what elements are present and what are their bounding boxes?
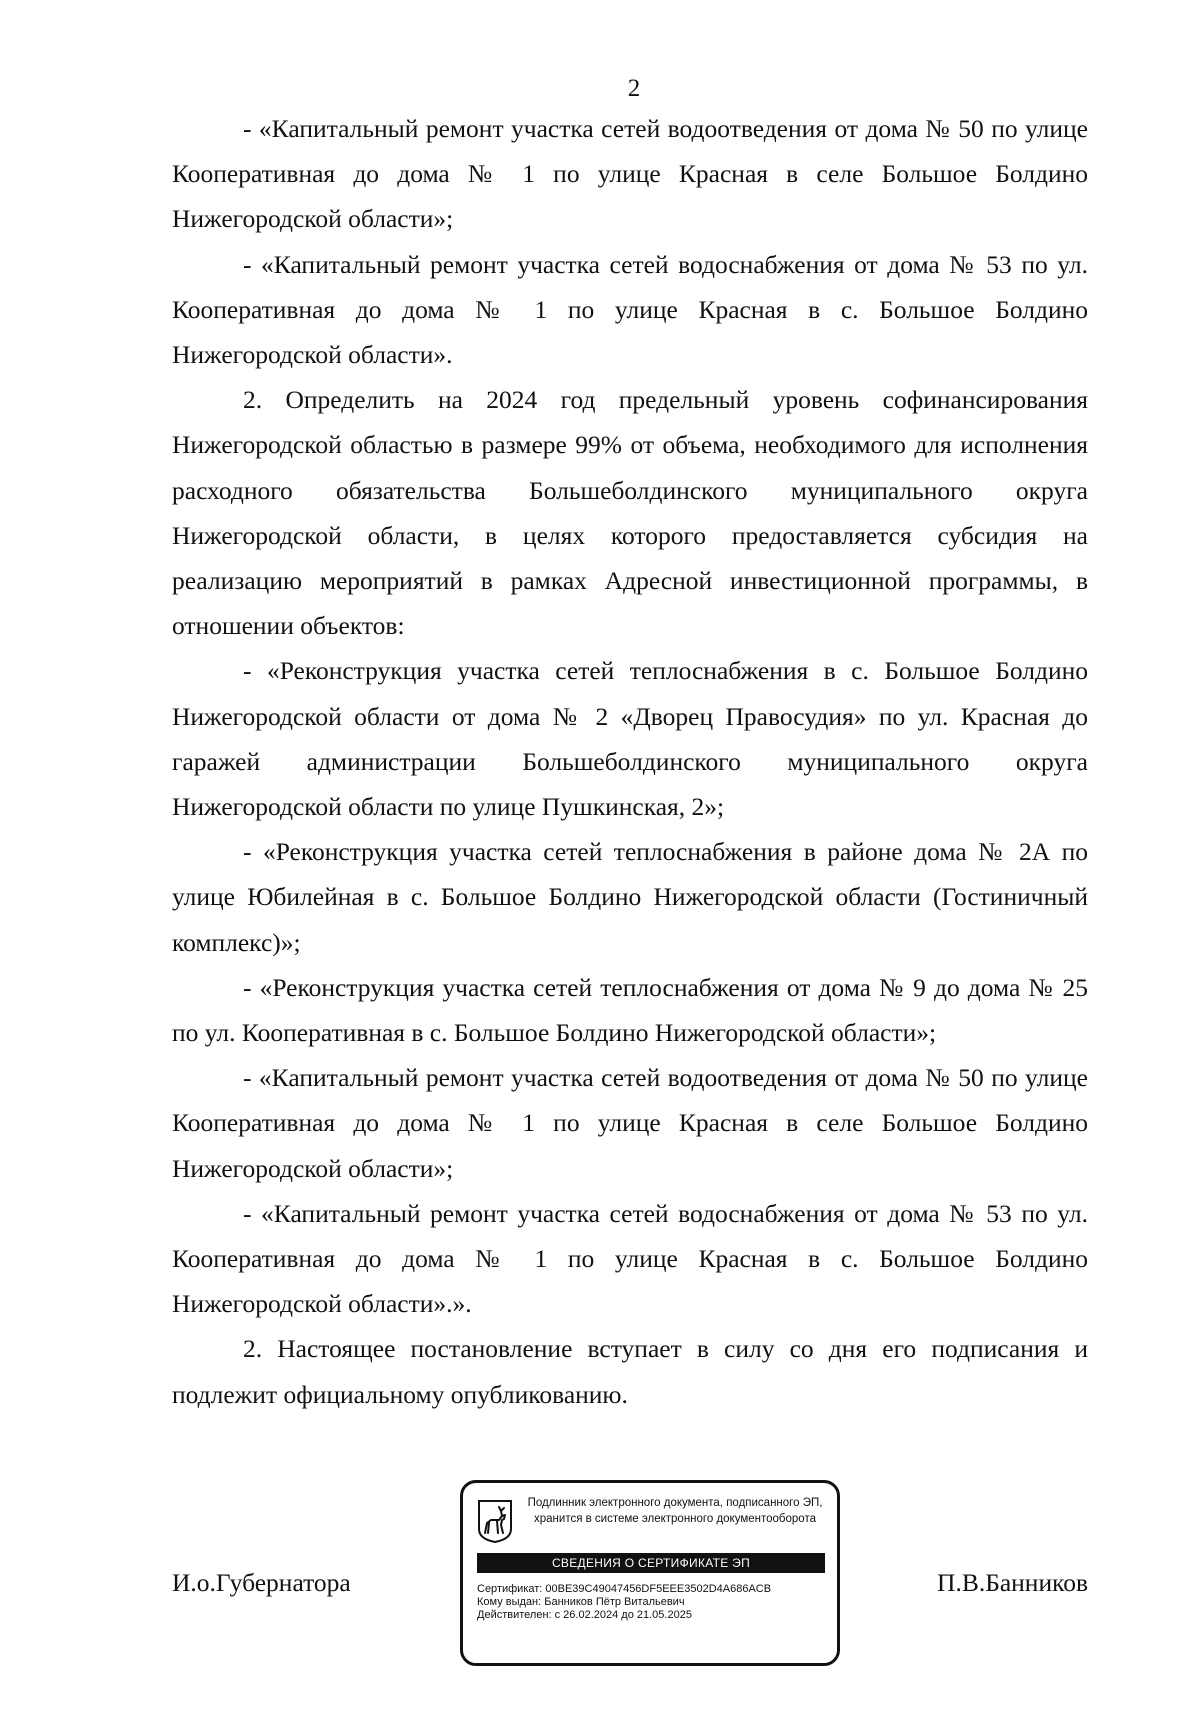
certificate-owner: Кому выдан: Банников Пётр Витальевич <box>477 1596 685 1608</box>
paragraph: - «Реконструкция участка сетей теплоснабжения от дома № 9 до дома № 25 по ул. Кооперативная в с. Большое Болдино Нижегородской области»; <box>172 972 1088 1048</box>
page-number: 2 <box>627 75 641 102</box>
certificate-details <box>477 1583 827 1622</box>
paragraph: - «Реконструкция участка сетей теплоснабжения в районе дома № 2А по улице Юбилейная в с. Большое Болдино Нижегородской области (Гостиничный комплекс)»; <box>172 837 1088 957</box>
paragraph: - «Капитальный ремонт участка сетей водоснабжения от дома № 53 по ул. Кооперативная до дома № 1 по улице Красная в с. Большое Болдино Нижегородской области». <box>172 249 1088 370</box>
paragraph: - «Капитальный ремонт участка сетей водоотведения от дома № 50 по улице Кооперативная до дома № 1 по улице Красная в селе Большое Болдино Нижегородской области»; <box>172 114 1088 234</box>
paragraph: - «Реконструкция участка сетей теплоснабжения в с. Большое Болдино Нижегородской области от дома № 2 «Дворец Правосудия» по ул. Красная до гаражей администрации Большеболдинского муниципального округа Нижегородской области по улице Пушкинская, 2»; <box>172 656 1088 822</box>
signer-position: И.о.Губернатора <box>172 1568 351 1597</box>
document-body <box>172 106 1088 1417</box>
paragraph: - «Капитальный ремонт участка сетей водоотведения от дома № 50 по улице Кооперативная до дома № 1 по улице Красная в селе Большое Болдино Нижегородской области»; <box>172 1063 1088 1183</box>
stamp-header <box>519 1495 831 1527</box>
paragraph: 2. Определить на 2024 год предельный уровень софинансирования Нижегородской областью в размере 99% от объема, необходимого для исполнения расходного обязательства Большеболдинского муниципального округа Нижегородской области, в целях которого предоставляется субсидия на реализацию мероприятий в рамках Адресной инвестиционной программы, в отношении объектов: <box>172 385 1088 641</box>
paragraph: 2. Настоящее постановление вступает в силу со дня его подписания и подлежит официальному опубликованию. <box>172 1334 1088 1409</box>
certificate-number: Сертификат: 00BE39C49047456DF5EEE3502D4A686ACB <box>477 1583 772 1595</box>
electronic-signature-stamp <box>460 1480 840 1666</box>
paragraph: - «Капитальный ремонт участка сетей водоснабжения от дома № 53 по ул. Кооперативная до дома № 1 по улице Красная в с. Большое Болдино Нижегородской области».». <box>172 1198 1088 1319</box>
stamp-header-line: Подлинник электронного документа, подписанного ЭП, <box>527 1497 823 1509</box>
deer-emblem-icon <box>477 1499 513 1543</box>
signature-block <box>172 1480 1088 1710</box>
stamp-title-bar: СВЕДЕНИЯ О СЕРТИФИКАТЕ ЭП <box>477 1553 825 1573</box>
signer-name: П.В.Банников <box>937 1568 1088 1597</box>
stamp-header-line: хранится в системе электронного документооборота <box>534 1513 816 1525</box>
certificate-validity: Действителен: с 26.02.2024 до 21.05.2025 <box>477 1609 692 1621</box>
